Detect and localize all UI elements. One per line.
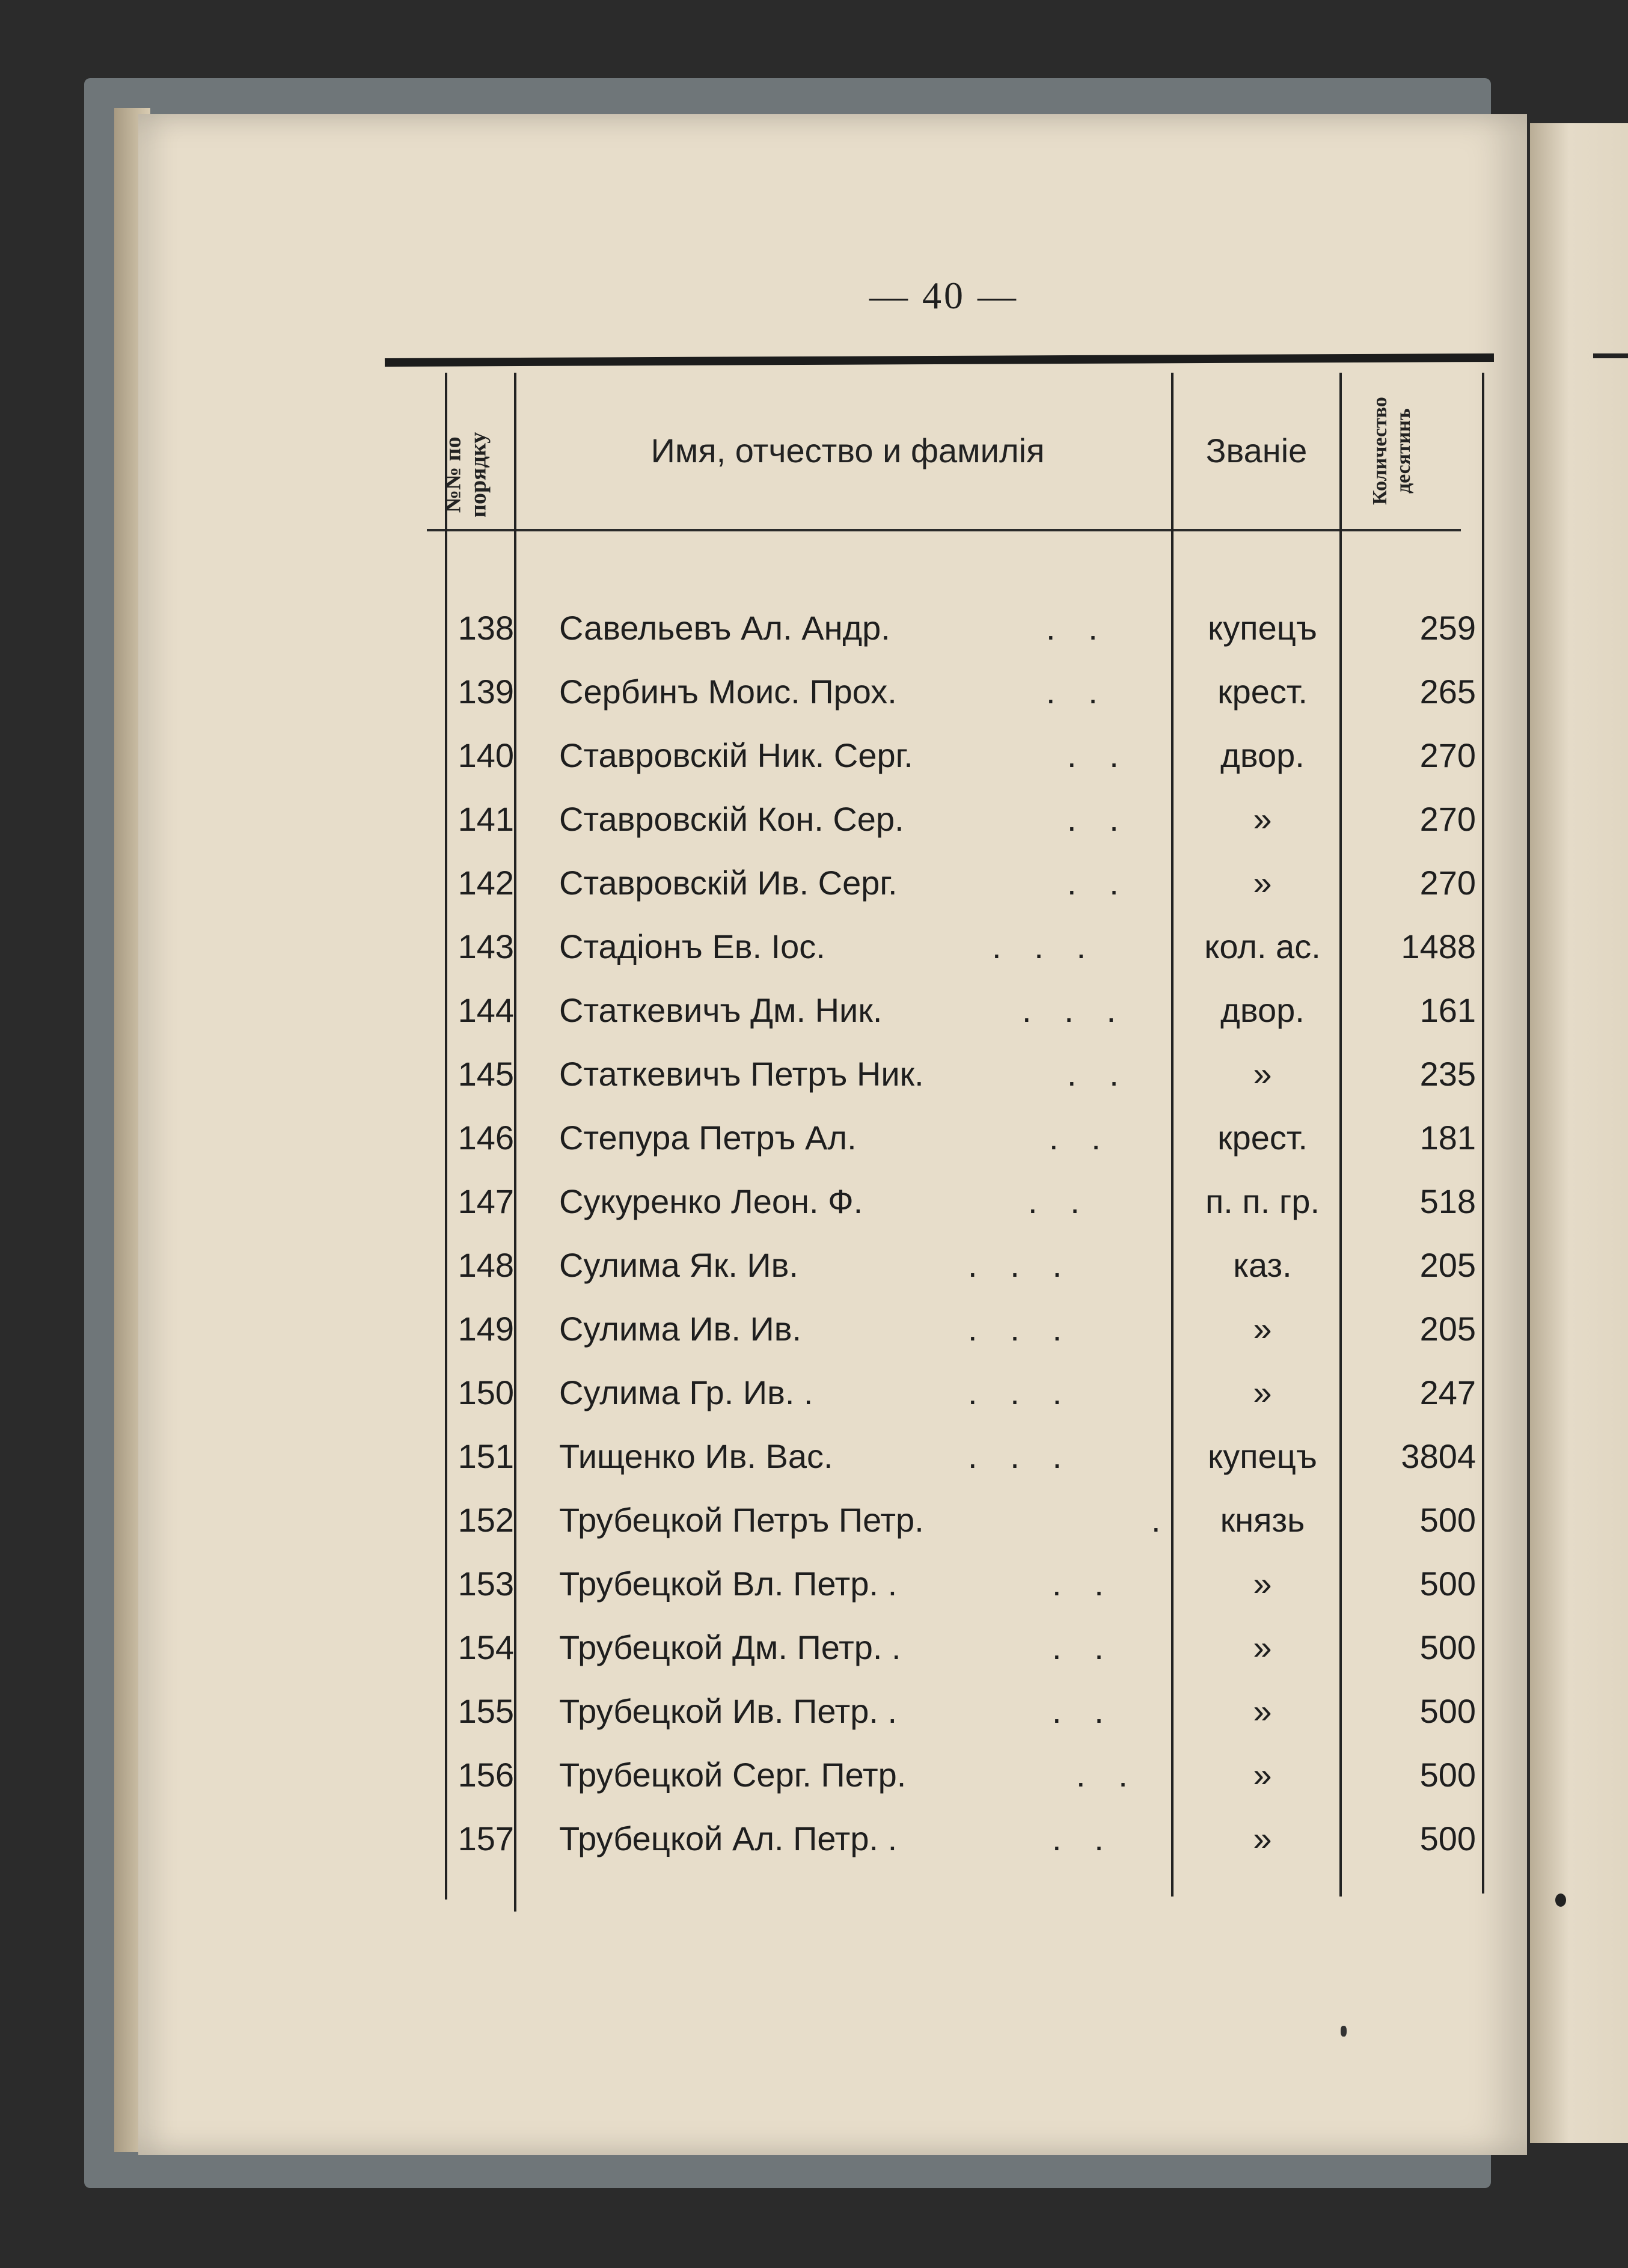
facing-page-mark xyxy=(1555,1894,1566,1907)
row-name: Статкевичъ Дм. Ник. xyxy=(559,991,883,1029)
row-number: 154 xyxy=(457,1628,514,1666)
table-row xyxy=(421,915,1479,979)
leader-dots: . . xyxy=(1067,1055,1120,1093)
row-name: Сукуренко Леон. Ф. xyxy=(559,1182,863,1220)
row-name: Ставровскій Кон. Сер. xyxy=(559,800,904,838)
row-number: 140 xyxy=(457,736,514,774)
header-quantity: Количество десятинъ xyxy=(1368,397,1415,505)
leader-dots: . . xyxy=(1052,1628,1105,1666)
table-row xyxy=(421,724,1479,787)
row-name: Трубецкой Дм. Петр. . xyxy=(559,1628,901,1666)
row-rank: п. п. гр. xyxy=(1205,1182,1320,1220)
header-bottom-rule xyxy=(427,529,1461,531)
row-number: 156 xyxy=(457,1756,514,1794)
row-rank: » xyxy=(1253,1628,1272,1666)
row-rank: купецъ xyxy=(1208,609,1317,647)
row-rank: » xyxy=(1253,1820,1272,1857)
header-rank: Званіе xyxy=(1205,432,1308,469)
leader-dots: . . xyxy=(1067,864,1120,902)
row-name: Трубецкой Ив. Петр. . xyxy=(559,1692,898,1730)
row-name: Сулима Як. Ив. xyxy=(559,1246,798,1284)
table-row xyxy=(421,596,1479,660)
row-quantity: 1488 xyxy=(1401,928,1476,965)
row-quantity: 181 xyxy=(1419,1119,1476,1157)
row-rank: двор. xyxy=(1220,736,1305,774)
row-number: 153 xyxy=(457,1565,514,1603)
table-row xyxy=(421,1233,1479,1297)
row-quantity: 500 xyxy=(1419,1628,1476,1666)
row-name: Трубецкой Серг. Петр. xyxy=(559,1756,907,1794)
row-name: Савельевъ Ал. Андр. xyxy=(559,609,890,647)
leader-dots: . . xyxy=(1049,1119,1102,1157)
row-name: Трубецкой Петръ Петр. xyxy=(559,1501,924,1539)
table-row xyxy=(421,1042,1479,1106)
row-quantity: 205 xyxy=(1419,1246,1476,1284)
row-number: 138 xyxy=(457,609,514,647)
leader-dots: . xyxy=(1151,1501,1162,1539)
row-number: 148 xyxy=(457,1246,514,1284)
table-row xyxy=(421,660,1479,724)
table-row xyxy=(421,1807,1479,1871)
table-row xyxy=(421,1488,1479,1552)
row-rank: » xyxy=(1253,1692,1272,1730)
table-row xyxy=(421,1361,1479,1425)
leader-dots: . . xyxy=(1052,1692,1105,1730)
row-rank: крест. xyxy=(1217,1119,1308,1157)
table-row xyxy=(421,851,1479,915)
row-quantity: 235 xyxy=(1419,1055,1476,1093)
row-number: 155 xyxy=(457,1692,514,1730)
table-row xyxy=(421,1552,1479,1616)
row-rank: купецъ xyxy=(1208,1437,1317,1475)
leader-dots: . . . xyxy=(968,1374,1063,1411)
row-rank: » xyxy=(1253,1055,1272,1093)
row-rank: двор. xyxy=(1220,991,1305,1029)
row-number: 147 xyxy=(457,1182,514,1220)
row-name: Сулима Гр. Ив. . xyxy=(559,1374,813,1411)
row-quantity: 500 xyxy=(1419,1756,1476,1794)
row-quantity: 500 xyxy=(1419,1692,1476,1730)
row-rank: » xyxy=(1253,864,1272,902)
table-row xyxy=(421,1425,1479,1488)
row-number: 157 xyxy=(457,1820,514,1857)
row-number: 149 xyxy=(457,1310,514,1348)
facing-page-rule xyxy=(1593,353,1628,358)
row-rank: » xyxy=(1253,1756,1272,1794)
row-name: Сулима Ив. Ив. xyxy=(559,1310,802,1348)
row-number: 146 xyxy=(457,1119,514,1157)
table-row xyxy=(421,1743,1479,1807)
table-row xyxy=(421,1616,1479,1680)
row-name: Ставровскій Ив. Серг. xyxy=(559,864,898,902)
table-row xyxy=(421,1680,1479,1743)
row-number: 141 xyxy=(457,800,514,838)
leader-dots: . . . xyxy=(1022,991,1118,1029)
row-rank: » xyxy=(1253,800,1272,838)
row-quantity: 247 xyxy=(1419,1374,1476,1411)
table-row xyxy=(421,1170,1479,1233)
leader-dots: . . . xyxy=(992,928,1088,965)
row-name: Ставровскій Ник. Серг. xyxy=(559,736,913,774)
leader-dots: . . xyxy=(1052,1565,1105,1603)
row-name: Статкевичъ Петръ Ник. xyxy=(559,1055,924,1093)
row-rank: » xyxy=(1253,1565,1272,1603)
leader-dots: . . xyxy=(1052,1820,1105,1857)
header-number: №№ по порядку xyxy=(440,432,491,518)
table-row xyxy=(421,979,1479,1042)
page-number: — 40 — xyxy=(869,274,1018,317)
row-number: 151 xyxy=(457,1437,514,1475)
row-name: Трубецкой Ал. Петр. . xyxy=(559,1820,898,1857)
row-number: 145 xyxy=(457,1055,514,1093)
row-name: Стадіонъ Ев. Іос. xyxy=(559,928,825,965)
row-quantity: 500 xyxy=(1419,1501,1476,1539)
row-quantity: 500 xyxy=(1419,1565,1476,1603)
row-number: 152 xyxy=(457,1501,514,1539)
row-rank: крест. xyxy=(1217,673,1308,711)
row-name: Тищенко Ив. Вас. xyxy=(559,1437,833,1475)
row-quantity: 265 xyxy=(1419,673,1476,711)
row-rank: каз. xyxy=(1233,1246,1292,1284)
row-number: 143 xyxy=(457,928,514,965)
table-row xyxy=(421,1297,1479,1361)
leader-dots: . . xyxy=(1046,609,1099,647)
leader-dots: . . . xyxy=(968,1310,1063,1348)
row-quantity: 3804 xyxy=(1401,1437,1476,1475)
leader-dots: . . xyxy=(1076,1756,1129,1794)
row-quantity: 500 xyxy=(1419,1820,1476,1857)
row-number: 139 xyxy=(457,673,514,711)
leader-dots: . . xyxy=(1067,736,1120,774)
table-row xyxy=(421,1106,1479,1170)
leader-dots: . . . xyxy=(968,1246,1063,1284)
row-quantity: 205 xyxy=(1419,1310,1476,1348)
leader-dots: . . xyxy=(1046,673,1099,711)
leader-dots: . . . xyxy=(968,1437,1063,1475)
row-rank: » xyxy=(1253,1310,1272,1348)
row-quantity: 518 xyxy=(1419,1182,1476,1220)
row-quantity: 270 xyxy=(1419,800,1476,838)
row-name: Сербинъ Моис. Прох. xyxy=(559,673,897,711)
row-rank: » xyxy=(1253,1374,1272,1411)
row-quantity: 270 xyxy=(1419,864,1476,902)
row-name: Трубецкой Вл. Петр. . xyxy=(559,1565,898,1603)
header-name: Имя, отчество и фамилія xyxy=(650,432,1045,469)
row-number: 144 xyxy=(457,991,514,1029)
row-number: 150 xyxy=(457,1374,514,1411)
leader-dots: . . xyxy=(1067,800,1120,838)
row-quantity: 270 xyxy=(1419,736,1476,774)
ink-speck xyxy=(1341,2026,1347,2037)
row-quantity: 259 xyxy=(1419,609,1476,647)
row-number: 142 xyxy=(457,864,514,902)
row-name: Степура Петръ Ал. xyxy=(559,1119,857,1157)
leader-dots: . . xyxy=(1028,1182,1081,1220)
row-rank: кол. ас. xyxy=(1204,928,1321,965)
row-quantity: 161 xyxy=(1419,991,1476,1029)
row-rank: князь xyxy=(1220,1501,1305,1539)
table-row xyxy=(421,787,1479,851)
